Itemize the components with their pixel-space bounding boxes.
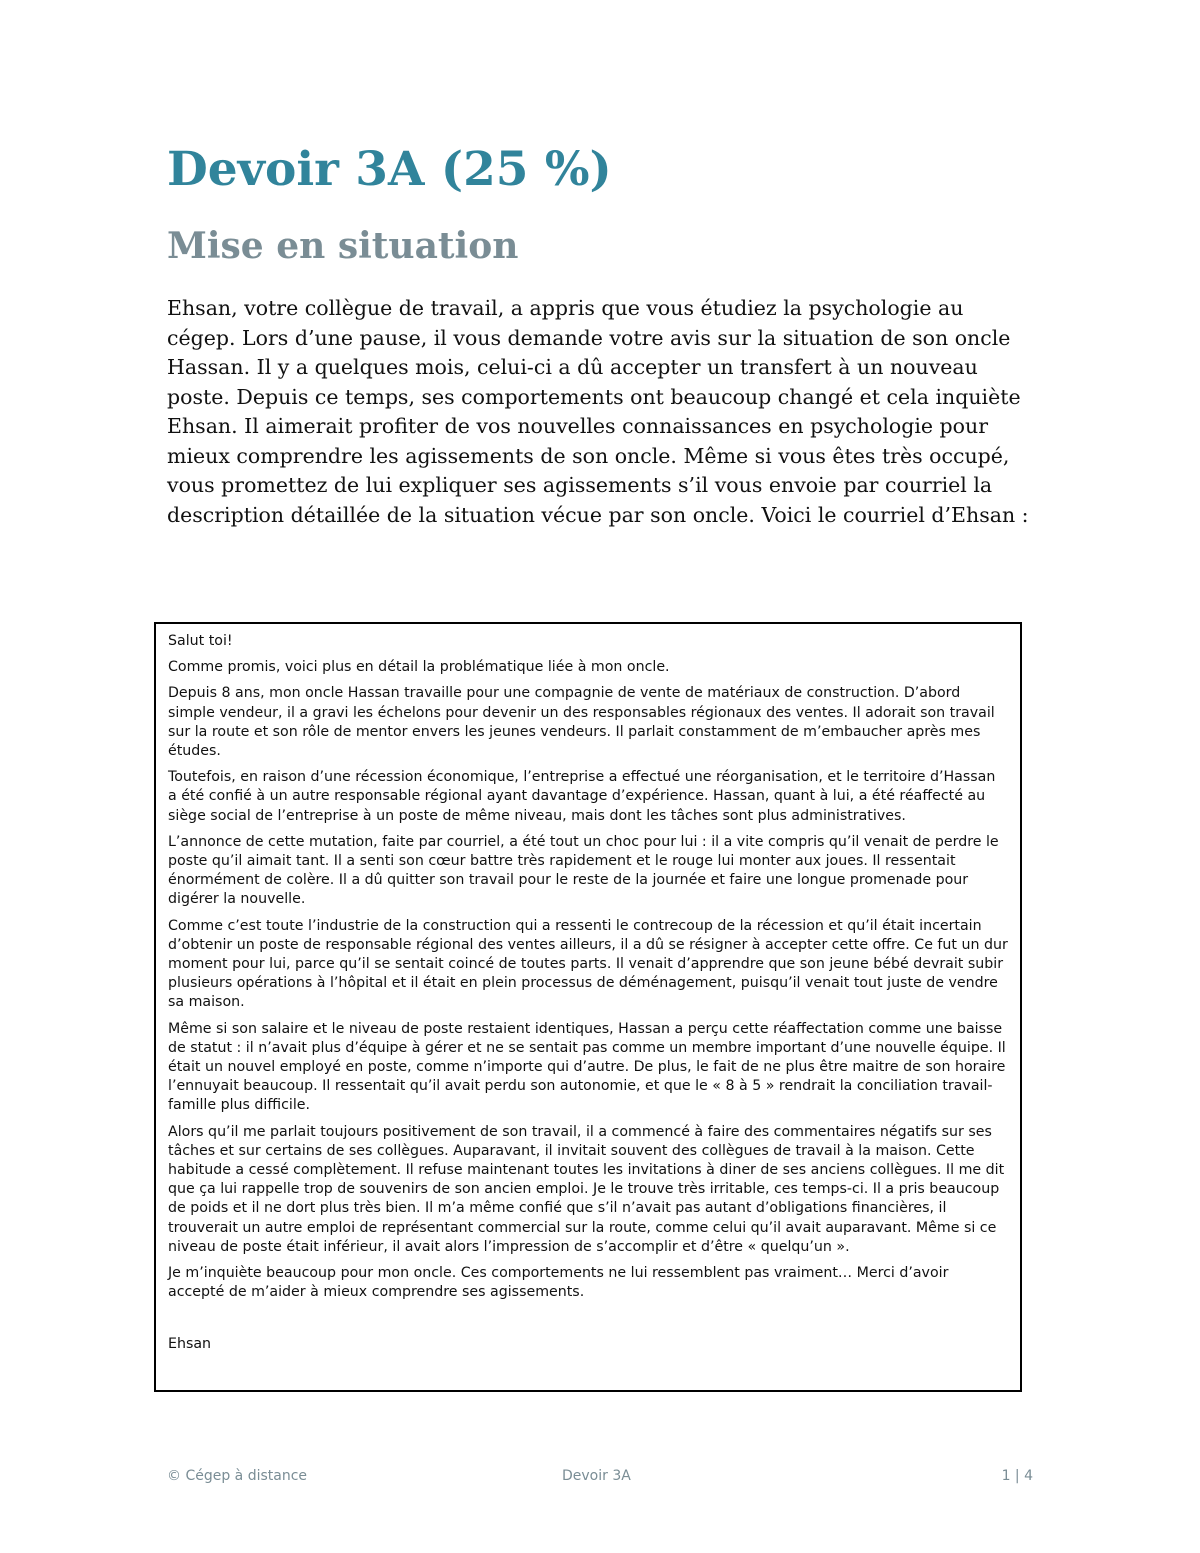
- section-title: Mise en situation: [167, 225, 519, 267]
- email-paragraph: Comme c’est toute l’industrie de la construction qui a ressenti le contrecoup de la récession et qu’il était incertain d’obtenir un poste de responsable régional des ventes ailleurs, il a dû se résigner à accepter cette offre. Ce fut un dur moment pour lui, parce qu’il se sentait coincé de toutes parts. Il venait d’apprendre que son jeune bébé devrait subir plusieurs opérations à l’hôpital et il était en plein processus de déménagement, puisqu’il venait tout juste de vendre sa maison.: [168, 917, 1008, 1011]
- email-paragraph: Même si son salaire et le niveau de poste restaient identiques, Hassan a perçu cette réaffectation comme une baisse de statut : il n’avait plus d’équipe à gérer et ne se sentait pas comme un membre important d’une nouvelle équipe. Il était un nouvel employé en poste, comme n’importe qui d’autre. De plus, le fait de ne plus être maitre de son horaire l’ennuyait beaucoup. Il ressentait qu’il avait perdu son autonomie, et que le « 8 à 5 » rendrait la conciliation travail-famille plus difficile.: [168, 1020, 1006, 1114]
- page-footer: [167, 1466, 1033, 1486]
- email-paragraph: Comme promis, voici plus en détail la problématique liée à mon oncle.: [168, 659, 670, 676]
- email-greeting: Salut toi!: [168, 633, 233, 649]
- email-paragraph: L’annonce de cette mutation, faite par courriel, a été tout un choc pour lui : il a vite compris qu’il venait de perdre le poste qu’il aimait tant. Il a senti son cœur battre très rapidement et le rouge lui monter aux joues. Il ressentait énormément de colère. Il a dû quitter son travail pour le reste de la journée et faire une longue promenade pour digérer la nouvelle.: [168, 833, 999, 908]
- footer-copyright: © Cégep à distance: [167, 1468, 308, 1484]
- footer-document-name: Devoir 3A: [562, 1468, 631, 1484]
- email-paragraph: Toutefois, en raison d’une récession économique, l’entreprise a effectué une réorganisation, et le territoire d’Hassan a été confié à un autre responsable régional ayant davantage d’expérience. Hassan, quant à lui, a été réaffecté au siège social de l’entreprise à un poste de même niveau, mais dont les tâches sont plus administratives.: [168, 769, 996, 824]
- document-title: Devoir 3A (25 %): [167, 142, 612, 197]
- email-paragraph: Je m’inquiète beaucoup pour mon oncle. Ces comportements ne lui ressemblent pas vraiment… Merci d’avoir accepté de m’aider à mieux comprendre ses agissements.: [168, 1265, 949, 1301]
- email-box: [154, 622, 1022, 1392]
- email-paragraph: Alors qu’il me parlait toujours positivement de son travail, il a commencé à faire des commentaires négatifs sur ses tâches et sur certains de ses collègues. Auparavant, il invitait souvent des collègues de travail à la maison. Cette habitude a cessé complètement. Il refuse maintenant toutes les invitations à diner de ses anciens collègues. Il me dit que ça lui rappelle trop de souvenirs de son ancien emploi. Je le trouve très irritable, ces temps-ci. Il a pris beaucoup de poids et il ne dort plus très bien. Il m’a même confié que s’il n’avait pas autant d’obligations financières, il trouverait un autre emploi de représentant commercial sur la route, comme celui qu’il avait auparavant. Même si ce niveau de poste était inférieur, il avait alors l’impression de s’accomplir et d’être « quelqu’un ».: [168, 1123, 1005, 1255]
- email-paragraph: Depuis 8 ans, mon oncle Hassan travaille pour une compagnie de vente de matériaux de construction. D’abord simple vendeur, il a gravi les échelons pour devenir un des responsables régionaux des ventes. Il adorait son travail sur la route et son rôle de mentor envers les jeunes vendeurs. Il parlait constamment de m’embaucher après mes études.: [168, 685, 995, 760]
- footer-page-number: 1 | 4: [1001, 1468, 1033, 1484]
- email-signature: Ehsan: [168, 1335, 212, 1352]
- document-content: [167, 140, 1037, 530]
- intro-paragraph: Ehsan, votre collègue de travail, a appris que vous étudiez la psychologie au cégep. Lors d’une pause, il vous demande votre avis sur la situation de son oncle Hassan. Il y a quelques mois, celui-ci a dû accepter un transfert à un nouveau poste. Depuis ce temps, ses comportements ont beaucoup changé et cela inquiète Ehsan. Il aimerait profiter de vos nouvelles connaissances en psychologie pour mieux comprendre les agissements de son oncle. Même si vous êtes très occupé, vous promettez de lui expliquer ses agissements s’il vous envoie par courriel la description détaillée de la situation vécue par son oncle. Voici le courriel d’Ehsan :: [167, 296, 1029, 527]
